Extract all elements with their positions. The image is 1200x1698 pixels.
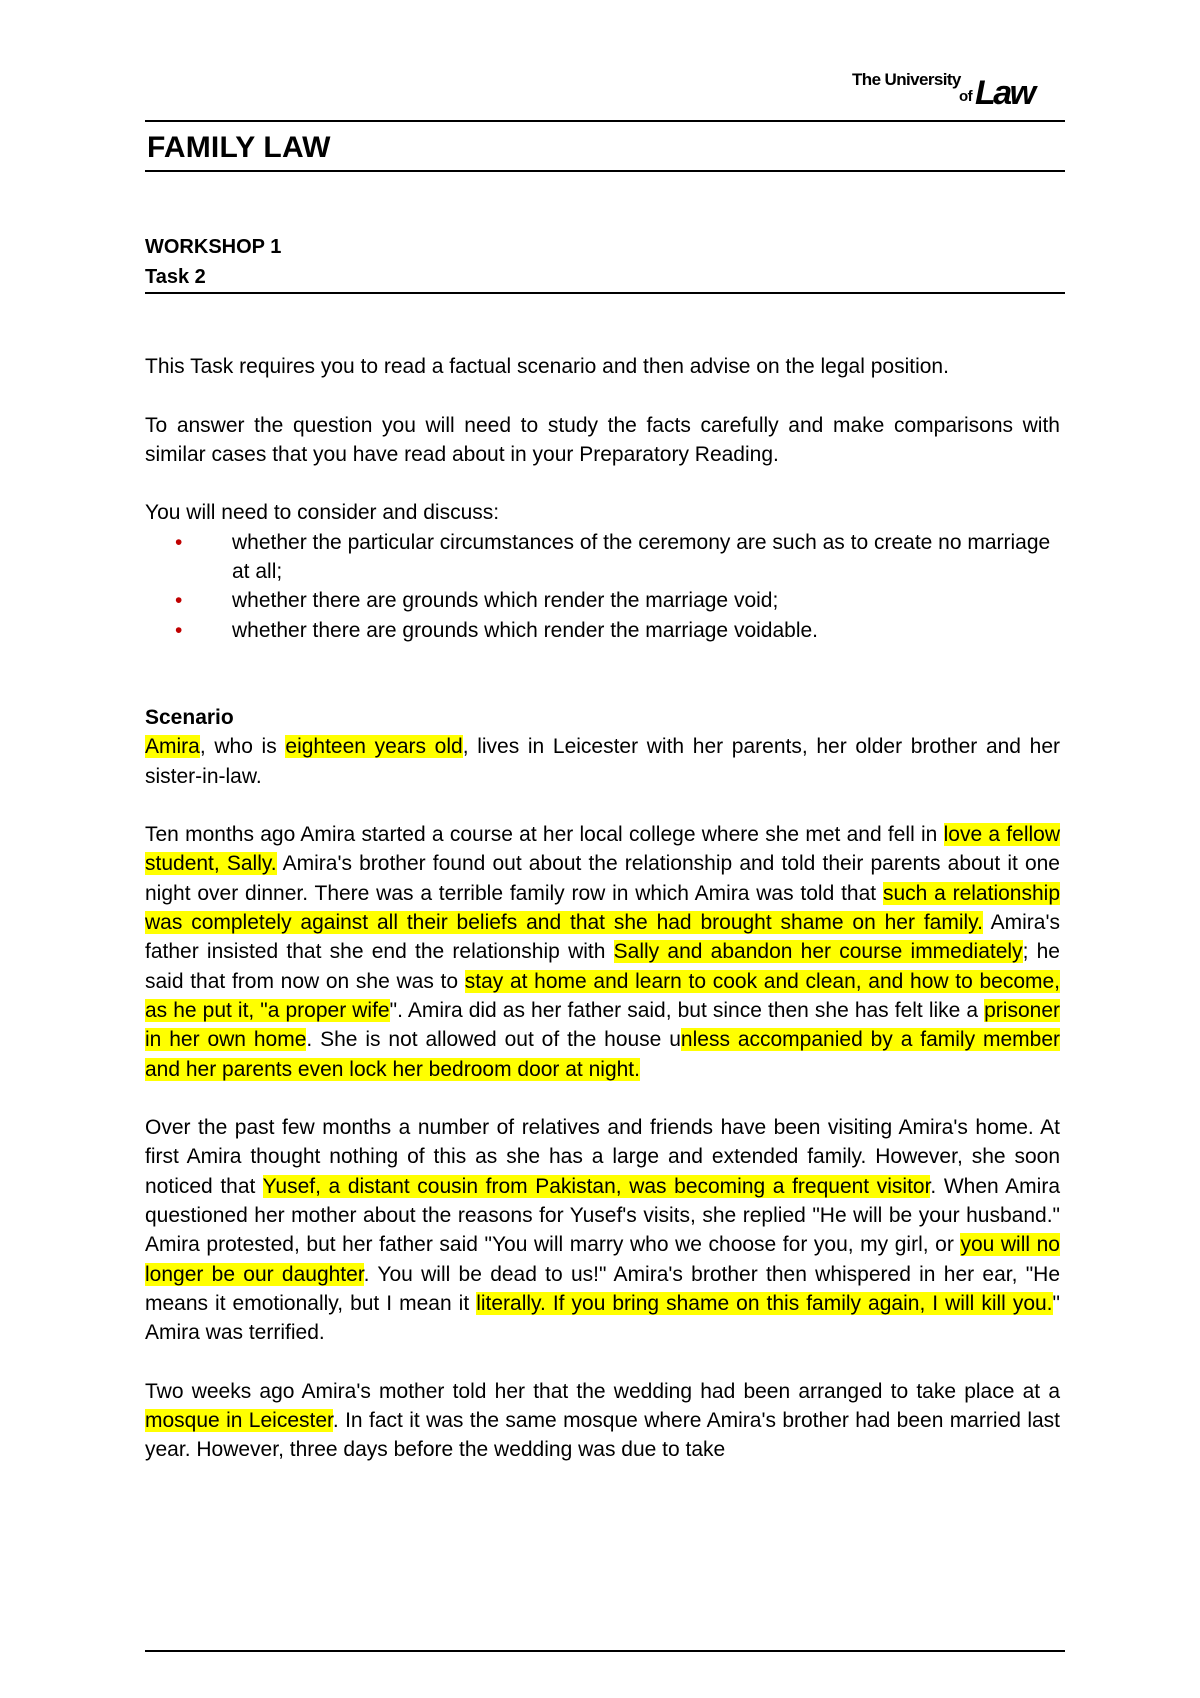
highlighted-text: prisoner in her own home [145,998,1060,1052]
bullet-icon: • [175,618,183,642]
scenario-paragraph-1 [145,732,1060,791]
paragraph-text: , lives in Leicester with her parents, her older brother and her sister-in-law. [145,735,1061,788]
list-item-text: whether there are grounds which render the marriage void; [232,589,779,613]
paragraph-text: ". Amira did as her father said, but since then she has felt like a [389,998,985,1022]
bullet-icon: • [175,530,183,554]
workshop-heading [145,232,281,292]
scenario-paragraph-3 [145,1113,1060,1347]
paragraph-text: " Amira was terrified. [145,1291,1060,1345]
page-title: FAMILY LAW [147,131,331,164]
paragraph-text: Amira's father insisted that she end the relationship with [145,911,1060,964]
highlighted-text: you will no longer be our daughter [145,1233,1060,1286]
highlighted-text: literally. If you bring shame on this family again, I will kill you. [476,1291,1053,1315]
paragraph-text: , who is [199,735,286,759]
paragraph-text: Amira's brother found out about the relationship and told their parents about it one night over dinner. There was a terrible family row in which Amira was told that [145,852,1060,905]
footer-rule [145,1650,1065,1652]
highlighted-text: such a relationship was completely against all their beliefs and that she had brought shame on her family. [145,881,1060,935]
logo-of-text: of [959,88,973,105]
scenario-paragraph-4 [145,1377,1060,1465]
top-rule [145,120,1065,122]
intro-paragraph-3: You will need to consider and discuss: [145,501,500,525]
list-item [145,586,1060,615]
scenario-paragraph-2 [145,820,1060,1084]
document-body [145,352,1060,1465]
logo-university-text: The University [852,70,961,89]
paragraph-text: . In fact it was the same mosque where Amira's brother had been married last year. However, three days before the wedding was due to take [145,1409,1060,1462]
scenario-heading: Scenario [145,705,234,729]
paragraph-text: Ten months ago Amira started a course at her local college where she met and fell in [145,823,944,847]
list-item-text: whether there are grounds which render the marriage voidable. [232,618,819,642]
paragraph-text: Two weeks ago Amira's mother told her that the wedding had been arranged to take place at a [145,1379,1060,1403]
highlighted-text: Amira [145,735,200,759]
task-rule [145,292,1065,294]
workshop-label: WORKSHOP 1 [145,236,282,258]
highlighted-text: nless accompanied by a family member and her parents even lock her bedroom door at night. [145,1028,1060,1081]
list-item [145,616,1060,645]
highlighted-text: mosque in Leicester [145,1409,333,1433]
paragraph-text: . She is not allowed out of the house u [306,1028,681,1052]
discussion-list [145,528,1060,645]
paragraph-text: . When Amira questioned her mother about the reasons for Yusef's visits, she replied "He will be your husband." Amira protested, but her father said "You will marry who we choose for you, my girl, or [145,1174,1060,1257]
highlighted-text: Yusef, a distant cousin from Pakistan, was becoming a frequent visitor [262,1174,931,1198]
paragraph-text: ; he said that from now on she was to [145,940,1060,993]
logo-law-text: Law [975,74,1034,112]
bullet-icon: • [175,589,183,613]
highlighted-text: love a fellow student, Sally. [145,823,1060,876]
intro-paragraph-2: To answer the question you will need to study the facts carefully and make comparisons with similar cases that you have read about in your Preparatory Reading. [145,413,1060,466]
list-item [145,528,1060,587]
title-rule [145,170,1065,172]
highlighted-text: stay at home and learn to cook and clean, and how to become, as he put it, "a proper wife [145,969,1061,1022]
paragraph-text: Over the past few months a number of relatives and friends have been visiting Amira's home. At first Amira thought nothing of this as she has a large and extended family. However, she soon noticed that [145,1116,1060,1198]
intro-paragraph-1: This Task requires you to read a factual scenario and then advise on the legal position. [145,355,949,378]
highlighted-text: eighteen years old [285,735,463,759]
paragraph-text: . You will be dead to us!" Amira's brother then whispered in her ear, "He means it emotionally, but I mean it [145,1262,1060,1315]
list-item-text: whether the particular circumstances of the ceremony are such as to create no marriage at all; [232,530,1051,584]
university-logo [852,70,1062,110]
task-label: Task 2 [145,266,206,288]
highlighted-text: Sally and abandon her course immediately [613,940,1023,964]
